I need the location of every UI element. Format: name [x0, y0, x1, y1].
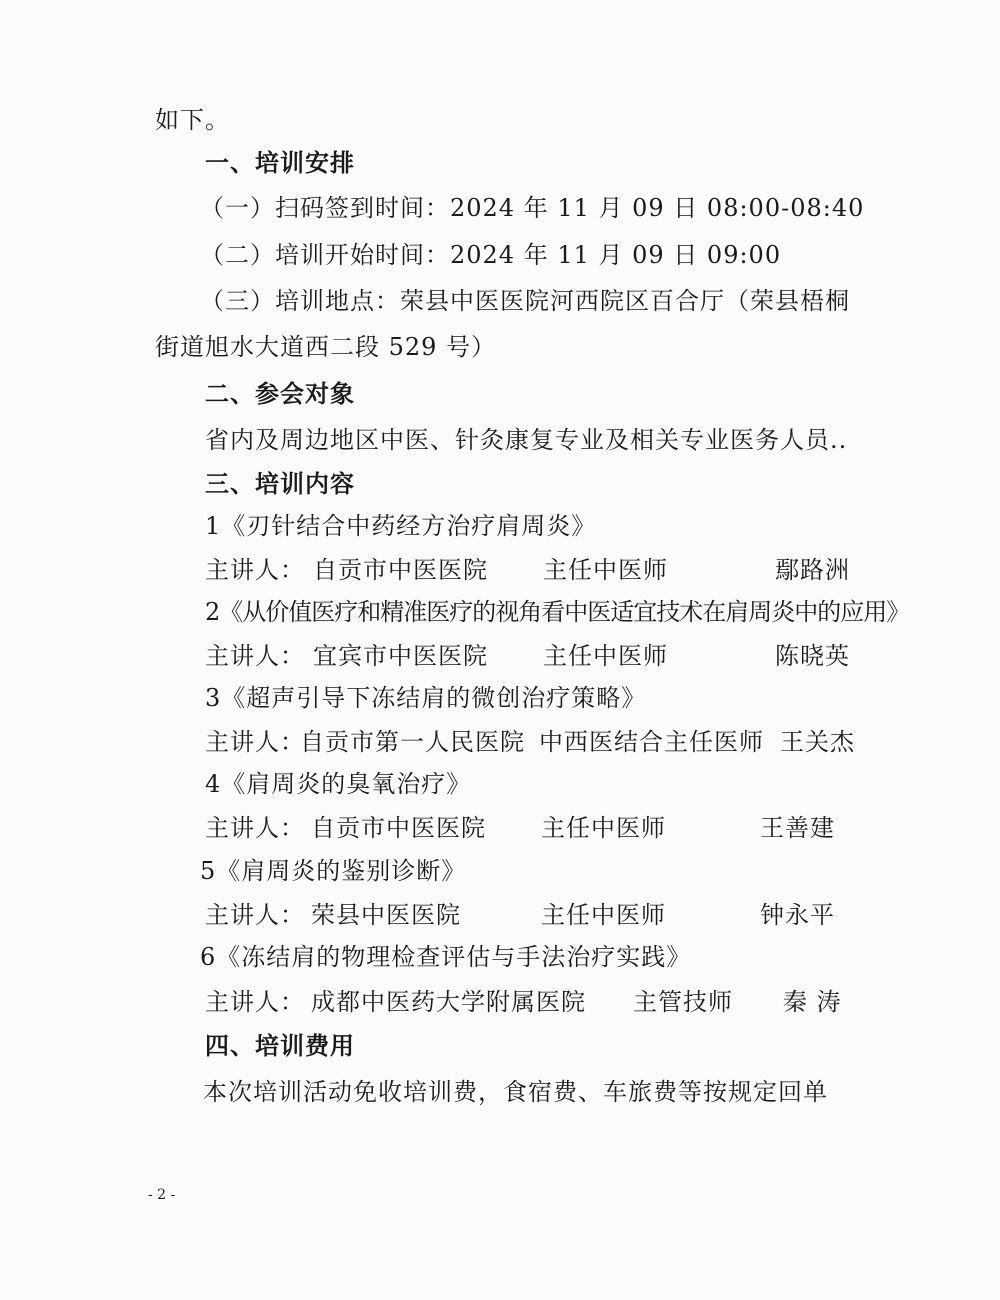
- talk-title: 2《从价值医疗和精准医疗的视角看中医适宜技术在肩周炎中的应用》: [205, 598, 910, 626]
- speaker-row: [205, 548, 865, 592]
- speaker-position: 主任中医师: [543, 642, 668, 670]
- intro-tail: 如下。: [155, 106, 230, 134]
- speaker-row: [205, 720, 865, 764]
- speaker-position: 主任中医师: [541, 814, 666, 842]
- speaker-name: 王关杰: [780, 728, 855, 756]
- talk-title: 1《刃针结合中药经方治疗肩周炎》: [205, 512, 597, 540]
- speaker-hospital: 成都中医药大学附属医院: [311, 988, 586, 1016]
- section3-heading: 三、培训内容: [205, 469, 355, 498]
- speaker-position: 中西医结合主任医师: [539, 728, 764, 756]
- speaker-row: [205, 634, 865, 678]
- checkin-time: （一）扫码签到时间：2024 年 11 月 09 日 08:00-08:40: [200, 194, 865, 222]
- speaker-position: 主管技师: [633, 988, 733, 1016]
- speaker-position: 主任中医师: [541, 901, 666, 929]
- speaker-name: 鄢路洲: [775, 556, 850, 584]
- speaker-name: 陈晓英: [775, 642, 850, 670]
- speaker-label: 主讲人：: [205, 556, 305, 584]
- speaker-name: 秦 涛: [783, 988, 842, 1016]
- speaker-hospital: 自贡市第一人民医院: [300, 728, 525, 756]
- talk-title: 3《超声引导下冻结肩的微创治疗策略》: [205, 684, 647, 712]
- start-time: （二）培训开始时间：2024 年 11 月 09 日 09:00: [200, 241, 782, 269]
- speaker-label: 主讲人：: [205, 642, 305, 670]
- speaker-hospital: 宜宾市中医医院: [313, 642, 488, 670]
- venue-line2: 街道旭水大道西二段 529 号）: [155, 333, 497, 361]
- audience-text: 省内及周边地区中医、针灸康复专业及相关专业医务人员..: [205, 426, 848, 454]
- speaker-position: 主任中医师: [543, 556, 668, 584]
- speaker-label: 主讲人：: [205, 901, 305, 929]
- section2-heading: 二、参会对象: [205, 379, 355, 408]
- speaker-name: 王善建: [760, 814, 835, 842]
- talk-title: 4《肩周炎的臭氧治疗》: [205, 770, 472, 798]
- speaker-hospital: 自贡市中医医院: [313, 556, 488, 584]
- speaker-row: [205, 806, 865, 850]
- speaker-row: [205, 980, 865, 1024]
- fees-text: 本次培训活动免收培训费，食宿费、车旅费等按规定回单: [203, 1078, 828, 1106]
- speaker-label: 主讲人：: [205, 814, 305, 842]
- speaker-name: 钟永平: [760, 901, 835, 929]
- speaker-label: 主讲人：: [205, 728, 305, 756]
- talk-title: 5《肩周炎的鉴别诊断》: [200, 857, 467, 885]
- speaker-hospital: 荣县中医医院: [311, 901, 461, 929]
- speaker-hospital: 自贡市中医医院: [311, 814, 486, 842]
- talk-title: 6《冻结肩的物理检查评估与手法治疗实践》: [200, 943, 692, 971]
- venue-line1: （三）培训地点：荣县中医医院河西院区百合厅（荣县梧桐: [200, 287, 850, 315]
- speaker-row: [205, 893, 865, 937]
- page-number: - 2 -: [148, 1187, 176, 1203]
- section4-heading: 四、培训费用: [205, 1031, 355, 1060]
- section1-heading: 一、培训安排: [205, 148, 355, 177]
- speaker-label: 主讲人：: [205, 988, 305, 1016]
